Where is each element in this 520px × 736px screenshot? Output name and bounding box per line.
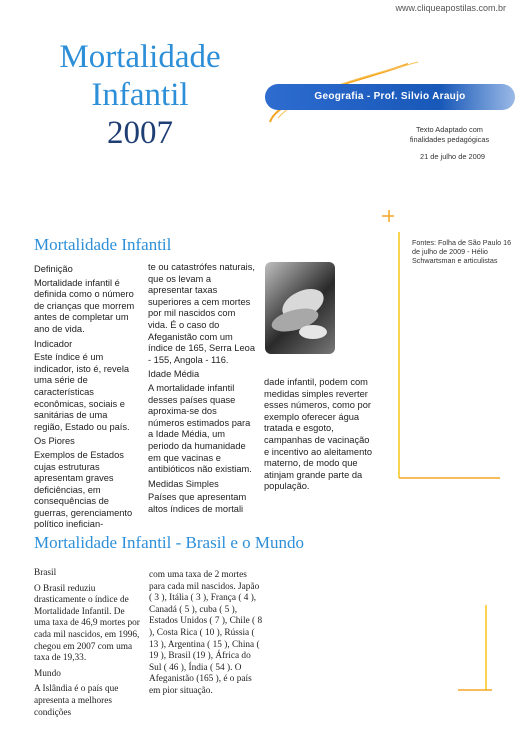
paragraph: A mortalidade infantil desses países quase aproxima-se dos números estimados para a Idade Média, um periodo da humanidade em que vacinas e antibióticos não existiam. xyxy=(148,382,252,475)
site-url[interactable]: www.cliqueapostilas.com.br xyxy=(395,3,506,13)
hands-photo-icon xyxy=(265,262,335,354)
subheading: Indicador xyxy=(34,338,73,349)
sources-note: Fontes: Folha de São Paulo 16 de julho de 2009 - Hélio Schwartsman e articulistas xyxy=(412,238,512,265)
page-title-year: 2007 xyxy=(107,115,173,151)
subheading: Definição xyxy=(34,264,73,274)
paragraph: com uma taxa de 2 mortes para cada mil nascidos. Japão ( 3 ), Itália ( 3 ), França ( 4 ), Canadá ( 5 ), cuba ( 5 ), Estados Unidos ( 7 ), Chile ( 8 ), Costa Rica ( 10 ), Rússia ( 13 ), Argentina ( 15 ), China ( 19 ), Brasil (19 ), África do Sul ( 46 ), Índia ( 54 ). O Afeganistão (165 ), é o país em pior situação. xyxy=(149,570,263,696)
article-column-1 xyxy=(34,264,137,534)
paragraph: O Brasil reduziu drasticamente o índice de Mortalidade Infantil. De uma taxa de 46,9 mortes por cada mil nascidos, em 1996, chegou em 2007 com uma taxa de 19,33. xyxy=(34,583,140,664)
subheading: Idade Média xyxy=(148,369,200,380)
paragraph: Exemplos de Estados cujas estruturas apresentam graves deficiências, em consequências de guerras, gerenciamento político inefician- xyxy=(34,449,133,530)
page-title-line-1: Mortalidade xyxy=(59,39,221,75)
article-column-4 xyxy=(34,568,142,723)
subheading: Brasil xyxy=(34,568,57,578)
paragraph: Países que apresentam altos índices de mortali xyxy=(148,492,247,514)
paragraph: Este índice é um indicador, isto é, revela uma série de características econômicas, sociais e sanitárias de uma região, Estado ou país. xyxy=(34,352,130,432)
adapted-note-line-1: Texto Adaptado com xyxy=(416,125,483,134)
subheading: Mundo xyxy=(34,668,61,679)
article-column-2 xyxy=(148,262,255,518)
paragraph: Mortalidade infantil é definida como o número de crianças que morrem antes de completar um ano de vida. xyxy=(34,277,135,334)
adapted-note-line-2: finalidades pedagógicas xyxy=(409,135,490,144)
paragraph: A Islândia é o país que apresenta a melhores condições xyxy=(34,684,119,718)
article-column-5 xyxy=(149,570,264,702)
subheading: Medidas Simples xyxy=(148,478,219,489)
subheading: Os Piores xyxy=(34,436,75,447)
paragraph: te ou catastrófes naturais, que os levam a apresentar taxas superiores a cem mortes por mil nascidos com vida. É o caso do Afeganistão com um índice de 165, Serra Leoa - 155, Angola - 116. xyxy=(148,262,255,365)
page-title-line-2: Infantil xyxy=(91,77,189,113)
subject-banner: Geografia - Prof. Silvio Araujo xyxy=(265,84,515,110)
paragraph: dade infantil, podem com medidas simples reverter esses números, como por exemplo oferecer água tratada e esgoto, campanhas de vacinação e incentivo ao aleitamento materno, de modo que atinjam grande parte da população. xyxy=(264,377,373,492)
section-title-brasil-mundo: Mortalidade Infantil - Brasil e o Mundo xyxy=(34,533,305,552)
hands-photo xyxy=(265,262,335,354)
section-title-mortalidade: Mortalidade Infantil xyxy=(34,235,172,254)
article-column-3 xyxy=(264,377,374,496)
date-text: 21 de julho de 2009 xyxy=(420,152,485,161)
